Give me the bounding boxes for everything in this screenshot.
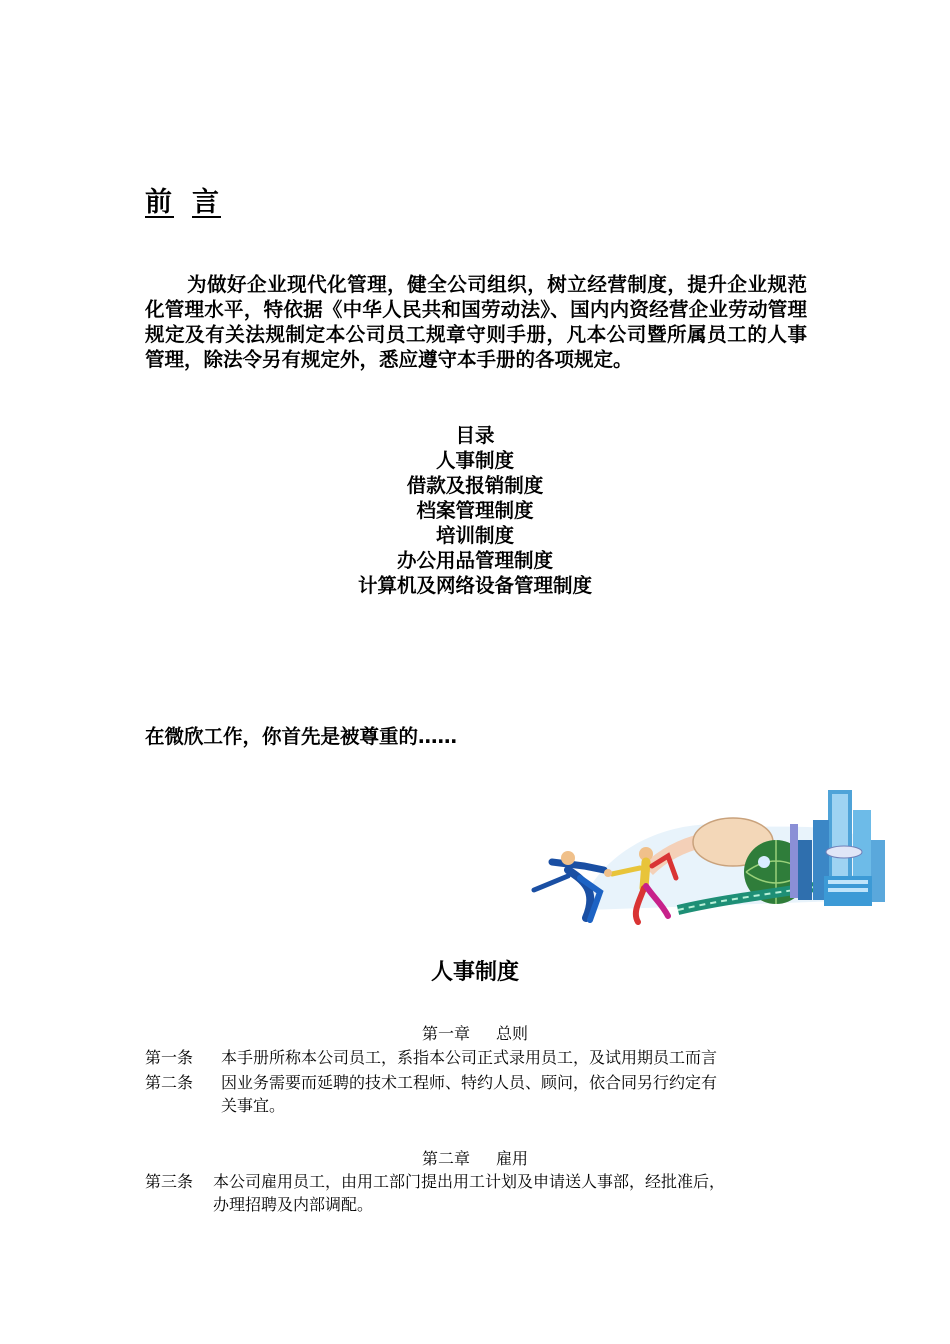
table-of-contents: [145, 423, 805, 598]
preface-title: [145, 180, 221, 219]
toc-item[interactable]: 人事制度: [435, 449, 514, 472]
city-handshake-illustration: [528, 780, 893, 928]
article-label: 第一条: [145, 1048, 194, 1067]
article-text: 本公司雇用员工，由用工部门提出用工计划及申请送人事部，经批准后，: [213, 1172, 726, 1191]
toc-item[interactable]: 借款及报销制度: [406, 474, 544, 497]
chapter-name: 雇用: [496, 1149, 529, 1168]
toc-item[interactable]: 计算机及网络设备管理制度: [357, 574, 592, 597]
article: [145, 1046, 810, 1069]
article-label: 第三条: [145, 1172, 194, 1191]
toc-item[interactable]: 培训制度: [435, 524, 514, 547]
article-text-continued: 办理招聘及内部调配。: [213, 1195, 374, 1214]
article-text: 本手册所称本公司员工，系指本公司正式录用员工，及试用期员工而言: [221, 1048, 718, 1067]
chapter-name: 总则: [496, 1024, 529, 1043]
preface-body: 为做好企业现代化管理，健全公司组织，树立经营制度，提升企业规范化管理水平，特依据《中华人民共和国劳动法》、国内内资经营企业劳动管理规定及有关法规制定本公司员工规章守则手册，凡本公司暨所属员工的人事管理，除法令另有规定外，悉应遵守本手册的各项规定。: [145, 273, 807, 371]
article: [145, 1170, 810, 1216]
article-text: 因业务需要而延聘的技术工程师、特约人员、顾问，依合同另行约定有: [221, 1073, 718, 1092]
toc-item[interactable]: 档案管理制度: [416, 499, 534, 522]
company-slogan: 在微欣工作，你首先是被尊重的……: [145, 725, 458, 748]
chapter-number: 第一章: [421, 1024, 470, 1043]
toc-heading: 目录: [455, 424, 495, 447]
chapter-number: 第二章: [421, 1149, 470, 1168]
article-text-continued: 关事宜。: [221, 1096, 286, 1115]
article: [145, 1071, 810, 1117]
chapter-heading: [145, 1021, 805, 1044]
chapter-heading: [145, 1146, 805, 1169]
section-title: 人事制度: [430, 960, 519, 985]
preface-title-char-2: 言: [192, 187, 221, 218]
toc-item[interactable]: 办公用品管理制度: [396, 549, 553, 572]
article-label: 第二条: [145, 1073, 194, 1092]
preface-title-char-1: 前: [145, 187, 174, 218]
